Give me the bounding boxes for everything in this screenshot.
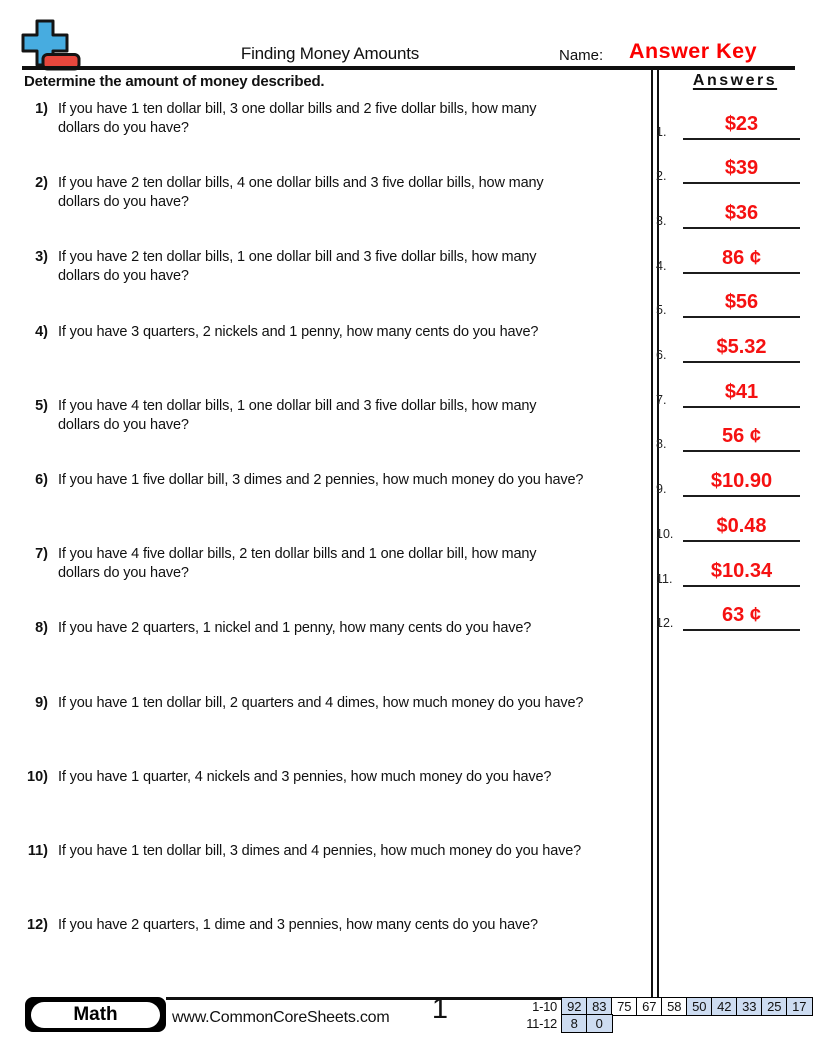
answer-item xyxy=(654,193,804,229)
answer-number: 7. xyxy=(656,392,667,407)
question-number: 12) xyxy=(27,917,48,934)
worksheet-title: Finding Money Amounts xyxy=(240,44,420,63)
answer-value: $41 xyxy=(683,374,800,408)
score-row-label: 1-10 xyxy=(532,999,557,1014)
question-number: 8) xyxy=(35,620,48,637)
question-number: 4) xyxy=(35,323,48,340)
question-text: If you have 2 quarters, 1 nickel and 1 penny, how many cents do you have? xyxy=(58,620,532,637)
answer-value: 86 ¢ xyxy=(683,240,800,274)
question-item xyxy=(0,174,630,212)
question-text: If you have 1 ten dollar bill, 2 quarters and 4 dimes, how much money do you have? xyxy=(58,694,584,711)
answer-item xyxy=(654,327,804,363)
answer-number: 5. xyxy=(656,303,667,318)
answer-value: $5.32 xyxy=(683,329,800,363)
question-item xyxy=(0,694,630,713)
score-row-label: 11-12 xyxy=(526,1016,557,1032)
question-number: 1) xyxy=(35,101,48,117)
answer-number: 1. xyxy=(656,124,667,139)
subject-badge-label: Math xyxy=(31,1002,160,1028)
question-text: If you have 2 ten dollar bills, 4 one dollar bills and 3 five dollar bills, how many dollars do you have? xyxy=(58,175,544,211)
answer-item xyxy=(654,104,804,140)
question-item xyxy=(0,100,630,138)
answer-number: 11. xyxy=(656,571,673,586)
score-cell: 25 xyxy=(761,997,788,1016)
answer-item xyxy=(654,238,804,274)
answer-value: 56 ¢ xyxy=(683,418,800,452)
answer-value: $56 xyxy=(683,284,800,318)
answer-number: 4. xyxy=(656,258,667,273)
answer-number: 2. xyxy=(656,169,667,184)
score-table-row xyxy=(512,997,813,1016)
answers-column-title: Answers xyxy=(692,72,778,89)
website-url: www.CommonCoreSheets.com xyxy=(172,1009,390,1026)
question-number: 3) xyxy=(35,249,48,266)
question-text: If you have 4 five dollar bills, 2 ten dollar bills and 1 one dollar bill, how many dollars do you have? xyxy=(58,546,537,582)
question-item xyxy=(0,842,630,861)
question-text: If you have 1 ten dollar bill, 3 dimes and 4 pennies, how much money do you have? xyxy=(58,843,582,859)
score-cell: 50 xyxy=(686,997,713,1016)
answer-item xyxy=(654,282,804,318)
score-cell: 92 xyxy=(561,997,588,1016)
answer-value: 63 ¢ xyxy=(683,597,800,631)
score-cell: 42 xyxy=(711,997,738,1016)
score-cell: 8 xyxy=(561,1014,588,1033)
score-cell: 75 xyxy=(611,997,638,1016)
score-cell: 67 xyxy=(636,997,663,1016)
question-number: 6) xyxy=(35,472,48,488)
answer-value: $23 xyxy=(683,106,800,140)
answer-value: $10.90 xyxy=(683,463,800,497)
question-item xyxy=(0,397,630,435)
answer-item xyxy=(654,461,804,497)
question-text: If you have 1 ten dollar bill, 3 one dollar bills and 2 five dollar bills, how many dollars do you have? xyxy=(58,101,537,136)
answer-item xyxy=(654,595,804,631)
answer-number: 10. xyxy=(656,526,674,541)
score-cell: 33 xyxy=(736,997,763,1016)
score-cell: 58 xyxy=(661,997,688,1016)
answer-key-label: Answer Key xyxy=(628,39,758,63)
answer-item xyxy=(654,148,804,184)
question-item xyxy=(0,323,630,342)
question-text: If you have 3 quarters, 2 nickels and 1 penny, how many cents do you have? xyxy=(58,323,539,340)
question-item xyxy=(0,248,630,286)
question-item xyxy=(0,768,630,787)
question-number: 10) xyxy=(27,768,48,785)
score-cell: 83 xyxy=(586,997,613,1016)
question-text: If you have 4 ten dollar bills, 1 one dollar bill and 3 five dollar bills, how many dollars do you have? xyxy=(58,397,537,433)
score-cell: 0 xyxy=(586,1014,613,1033)
question-text: If you have 2 quarters, 1 dime and 3 pennies, how many cents do you have? xyxy=(58,917,538,934)
answer-number: 12. xyxy=(656,616,674,631)
question-number: 9) xyxy=(35,694,48,711)
question-text: If you have 1 quarter, 4 nickels and 3 pennies, how much money do you have? xyxy=(58,768,552,785)
answer-value: $36 xyxy=(683,195,800,229)
answer-item xyxy=(654,416,804,452)
header-rule xyxy=(22,66,795,70)
instruction-text: Determine the amount of money described. xyxy=(24,73,325,90)
question-number: 5) xyxy=(35,397,48,414)
answer-value: $10.34 xyxy=(683,553,800,587)
answer-value: $39 xyxy=(683,150,800,184)
commoncoresheets-plus-minus-logo xyxy=(21,19,83,72)
question-number: 7) xyxy=(35,546,48,563)
question-item xyxy=(0,471,630,490)
answer-number: 9. xyxy=(656,482,667,497)
subject-badge xyxy=(25,997,166,1032)
answer-number: 8. xyxy=(656,437,667,452)
score-table-row xyxy=(512,1014,613,1033)
question-item xyxy=(0,916,630,935)
score-cell: 17 xyxy=(786,997,813,1016)
answer-item xyxy=(654,551,804,587)
answer-item xyxy=(654,372,804,408)
name-label: Name: xyxy=(559,47,604,64)
question-text: If you have 2 ten dollar bills, 1 one dollar bill and 3 five dollar bills, how many dollars do you have? xyxy=(58,249,537,285)
answer-value: $0.48 xyxy=(683,508,800,542)
question-item xyxy=(0,619,630,638)
question-text: If you have 1 five dollar bill, 3 dimes and 2 pennies, how much money do you have? xyxy=(58,472,584,488)
question-item xyxy=(0,545,630,583)
question-number: 2) xyxy=(35,175,48,192)
answer-number: 6. xyxy=(656,348,667,362)
question-number: 11) xyxy=(27,843,48,859)
page-number: 1 xyxy=(431,993,449,1025)
answer-number: 3. xyxy=(656,213,667,228)
answer-item xyxy=(654,506,804,542)
